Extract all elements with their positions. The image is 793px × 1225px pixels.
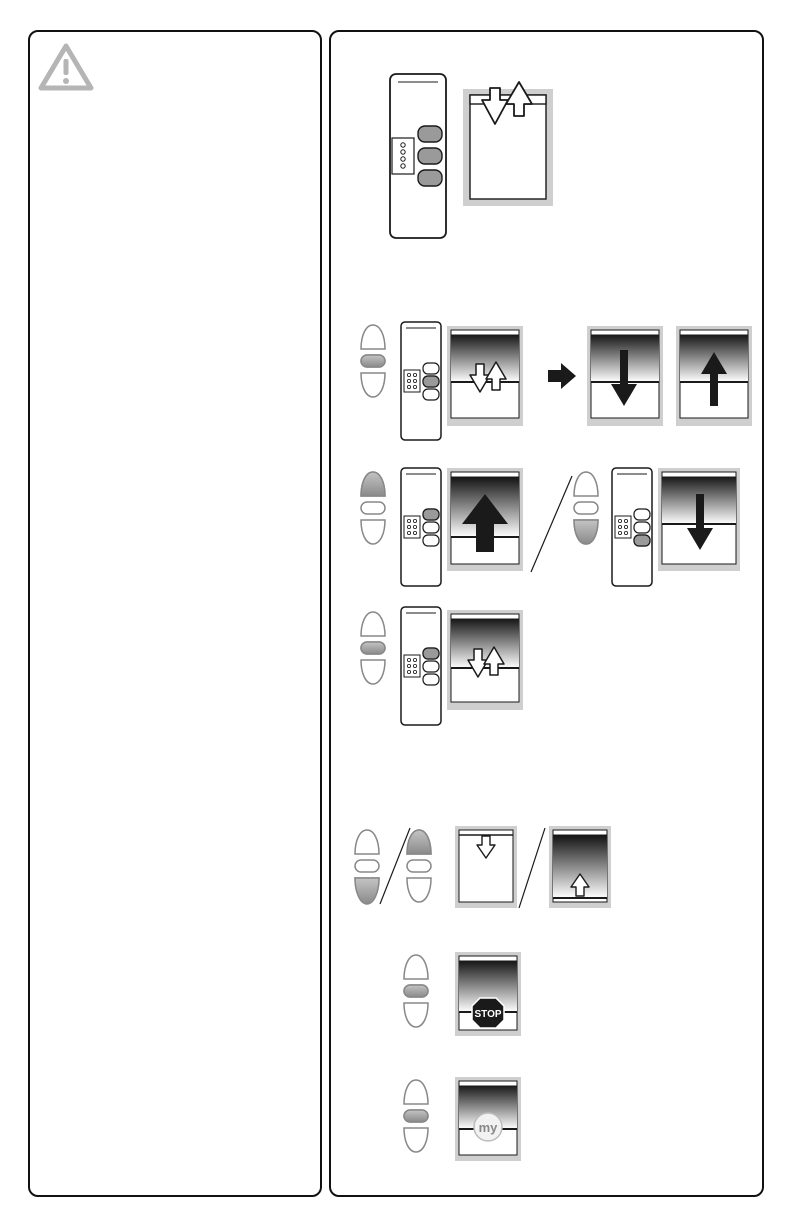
figure-row-5 <box>355 826 611 908</box>
figure-row-4 <box>361 607 523 725</box>
my-button-icon <box>474 1113 502 1141</box>
figure-row-2 <box>361 322 752 440</box>
stop-label: STOP <box>474 1009 502 1020</box>
figure-row-my <box>404 1077 521 1161</box>
figure-row-stop <box>404 952 521 1036</box>
figure-row-3 <box>361 468 740 586</box>
figure-remote-programming <box>390 74 553 238</box>
stop-sign-icon <box>472 998 504 1028</box>
my-label: my <box>478 1120 498 1135</box>
